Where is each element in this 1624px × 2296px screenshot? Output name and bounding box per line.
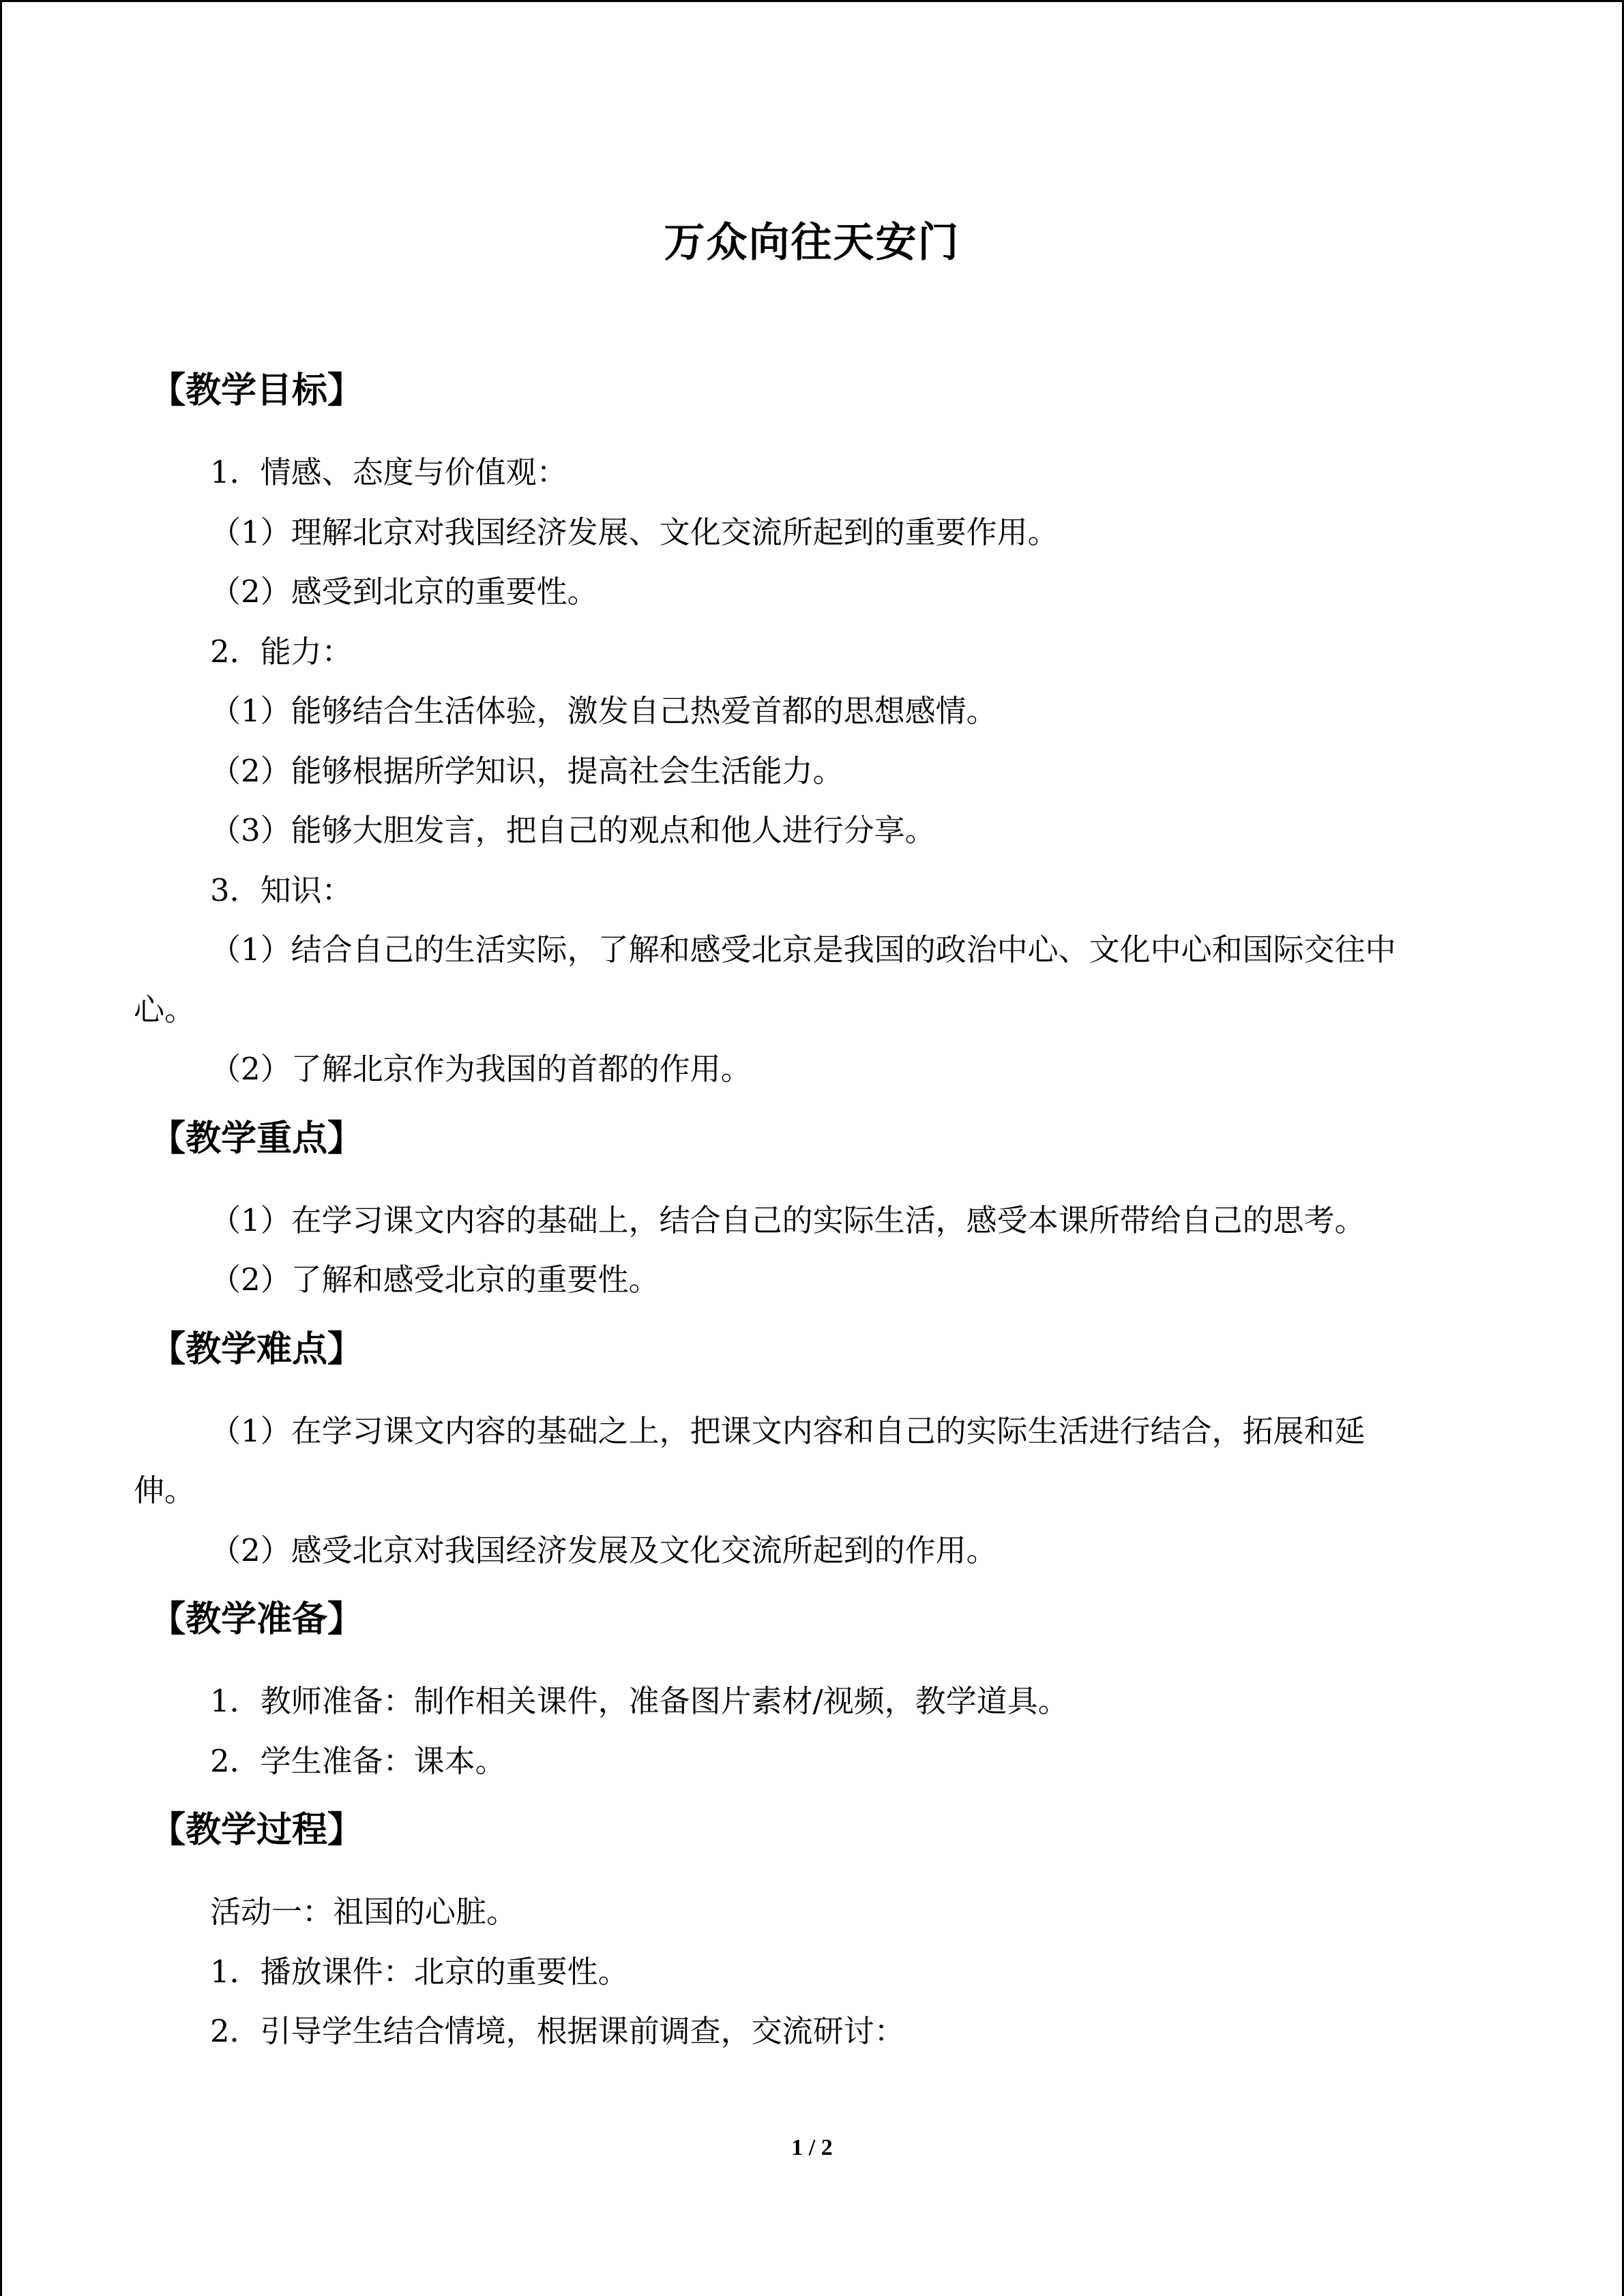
paragraph: 活动一：祖国的心脏。 [210, 1894, 518, 1930]
paragraph: 1．情感、态度与价值观： [210, 454, 567, 490]
section-heading-difficulties: 【教学难点】 [150, 1328, 364, 1370]
paragraph: （1）理解北京对我国经济发展、文化交流所起到的重要作用。 [210, 513, 1059, 550]
document-body [134, 351, 1491, 2061]
paragraph: （2）感受北京对我国经济发展及文化交流所起到的作用。 [210, 1532, 997, 1568]
section-heading-key-points: 【教学重点】 [150, 1117, 364, 1159]
paragraph: （2）能够根据所学知识，提高社会生活能力。 [210, 752, 844, 789]
page-number: 1 / 2 [791, 2135, 833, 2160]
paragraph: 2．学生准备：课本。 [210, 1742, 506, 1779]
section-heading-preparation: 【教学准备】 [150, 1598, 364, 1640]
paragraph: （2）了解北京作为我国的首都的作用。 [210, 1051, 752, 1087]
paragraph: （2）感受到北京的重要性。 [210, 573, 598, 610]
paragraph: 2．能力： [210, 633, 353, 670]
section-heading-process: 【教学过程】 [150, 1809, 364, 1851]
paragraph: （3）能够大胆发言，把自己的观点和他人进行分享。 [210, 812, 936, 848]
document-title: 万众向往天安门 [664, 219, 960, 267]
paragraph: 3．知识： [210, 871, 353, 908]
paragraph: （1）结合自己的生活实际，了解和感受北京是我国的政治中心、文化中心和国际交往中 [210, 931, 1396, 968]
paragraph: （1）在学习课文内容的基础上，结合自己的实际生活，感受本课所带给自己的思考。 [210, 1202, 1365, 1238]
paragraph-continuation: 心。 [134, 991, 196, 1028]
paragraph: （2）了解和感受北京的重要性。 [210, 1262, 660, 1298]
paragraph-continuation: 伸。 [134, 1472, 196, 1508]
paragraph: 2．引导学生结合情境，根据课前调查，交流研讨： [210, 2013, 905, 2049]
paragraph: 1．教师准备：制作相关课件，准备图片素材/视频，教学道具。 [210, 1683, 1069, 1719]
paragraph: 1．播放课件：北京的重要性。 [210, 1953, 629, 1990]
paragraph: （1）能够结合生活体验，激发自己热爱首都的思想感情。 [210, 693, 997, 729]
paragraph: （1）在学习课文内容的基础之上，把课文内容和自己的实际生活进行结合，拓展和延 [210, 1412, 1365, 1449]
section-heading-objectives: 【教学目标】 [150, 370, 364, 411]
